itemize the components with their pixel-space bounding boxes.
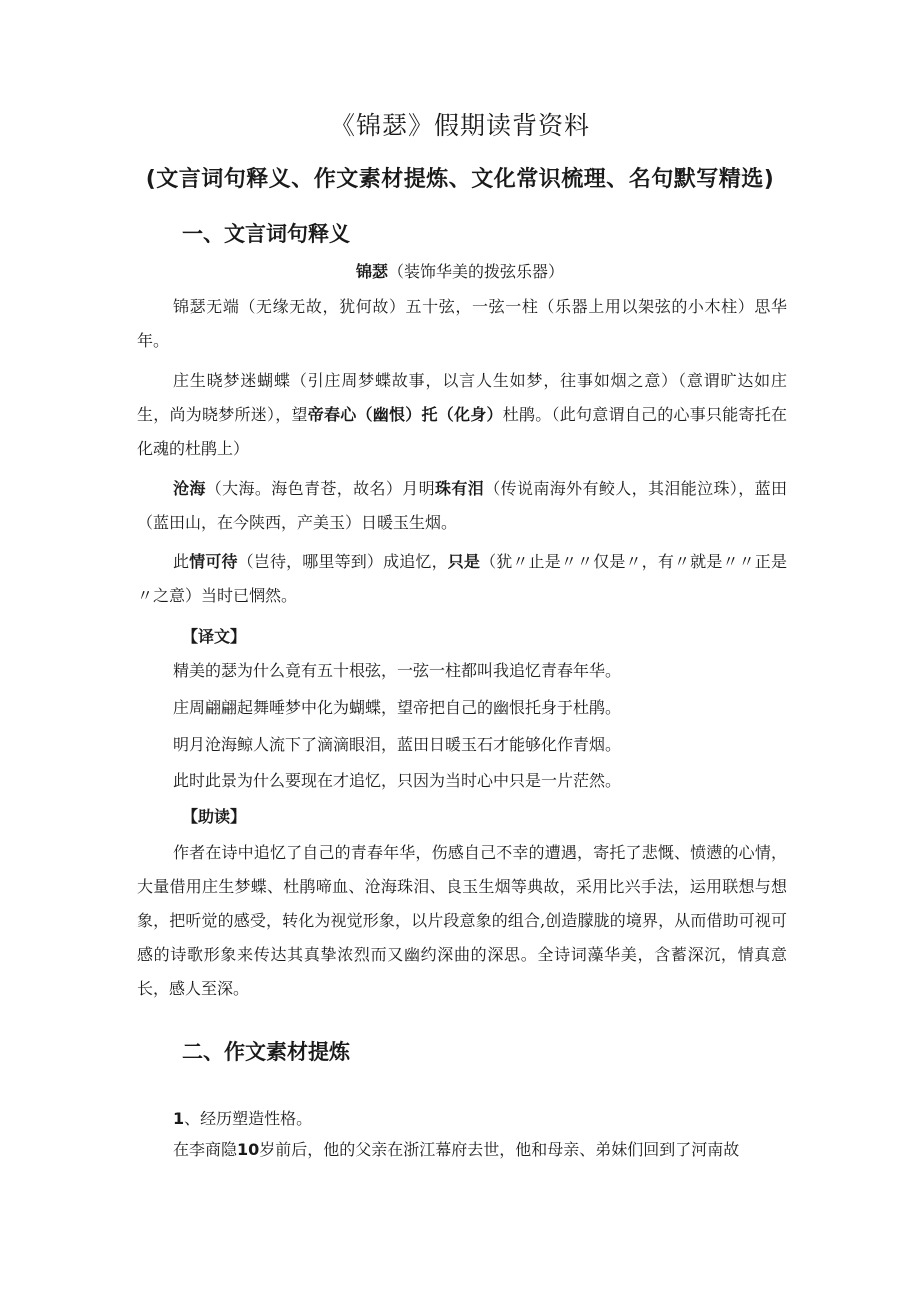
translation-tag: 【译文】 [182, 627, 247, 646]
section-heading-1: 一、文言词句释义 [182, 222, 350, 246]
p3-bold-2: 珠有泪 [435, 479, 485, 498]
p4-text-c: （岂待，哪里等到）成追忆， [237, 552, 448, 571]
p3-text-c: （传说南海外有鲛人，其泪能泣珠），蓝田（蓝田山，在今陕西，产美玉）日暖玉生烟。 [137, 479, 787, 532]
p2-text-c: 杜鹃。（此句意谓自己的心事只能寄托在化魂的杜鹃上） [137, 405, 787, 458]
p2-bold: 帝春心（幽恨）托（化身） [307, 405, 503, 424]
poem-title-bold: 锦瑟 [355, 262, 388, 281]
document-title: 《锦瑟》假期读背资料 [329, 111, 590, 140]
item-text: 、经历塑造性格。 [184, 1109, 313, 1128]
reading-guide-paragraph: 作者在诗中追忆了自己的青春年华，伤感自己不幸的遭遇，寄托了悲慨、愤懑的心情，大量借用庄生梦蝶、杜鹃啼血、沧海珠泪、良玉生烟等典故，采用比兴手法，运用联想与想象，把听觉的感受，转化为视觉形象，以片段意象的组合,创造朦胧的境界，从而借助可视可感的诗歌形象来传达其真挚浓烈而又幽约深曲的深思。全诗词藻华美，含蓄深沉，情真意长，感人至深。 [137, 843, 787, 998]
section-heading-2: 二、作文素材提炼 [182, 1040, 350, 1064]
paragraph-line-4 [137, 545, 787, 613]
p3-bold-1: 沧海 [173, 479, 206, 498]
material-item-1 [173, 1106, 312, 1129]
document-subtitle: (文言词句释义、作文素材提炼、文化常识梳理、名句默写精选) [145, 167, 775, 192]
material-paragraph [173, 1137, 739, 1160]
p4-bold-2: 只是 [447, 552, 481, 571]
translation-line-1: 精美的瑟为什么竟有五十根弦，一弦一柱都叫我追忆青春年华。 [173, 661, 622, 680]
reading-guide-tag: 【助读】 [182, 807, 247, 826]
paragraph-line-1: 锦瑟无端（无缘无故，犹何故）五十弦，一弦一柱（乐器上用以架弦的小木柱）思华年。 [137, 297, 787, 350]
p6-number: 10 [237, 1140, 260, 1159]
p6-text-b: 岁前后，他的父亲在浙江幕府去世，他和母亲、弟妹们回到了河南故 [259, 1140, 740, 1159]
paragraph-line-2 [137, 364, 787, 466]
paragraph-line-3 [137, 472, 787, 540]
poem-title [0, 259, 920, 282]
p4-text-a: 此 [173, 552, 190, 571]
p3-text-a: （大海。海色青苍，故名）月明 [205, 479, 436, 498]
poem-title-note: （装饰华美的拨弦乐器） [388, 262, 565, 281]
translation-line-2: 庄周翩翩起舞唾梦中化为蝴蝶，望帝把自己的幽恨托身于杜鹃。 [173, 698, 622, 717]
p4-text-d: （犹〃止是〃〃仅是〃，有〃就是〃〃正是〃之意）当时已惘然。 [137, 552, 787, 605]
p2-text-a: 庄生晓梦迷蝴蝶（引庄周梦蝶故事，以言人生如梦，往事如烟之意）（意谓旷达如庄生，尚为晓梦所迷），望 [137, 371, 787, 424]
item-number: 1 [173, 1109, 185, 1128]
p4-bold-1: 情可待 [189, 552, 238, 571]
translation-line-4: 此时此景为什么要现在才追忆，只因为当时心中只是一片茫然。 [173, 771, 622, 790]
translation-line-3: 明月沧海鲸人流下了滴滴眼泪，蓝田日暖玉石才能够化作青烟。 [173, 735, 622, 754]
p6-text-a: 在李商隐 [173, 1140, 238, 1159]
